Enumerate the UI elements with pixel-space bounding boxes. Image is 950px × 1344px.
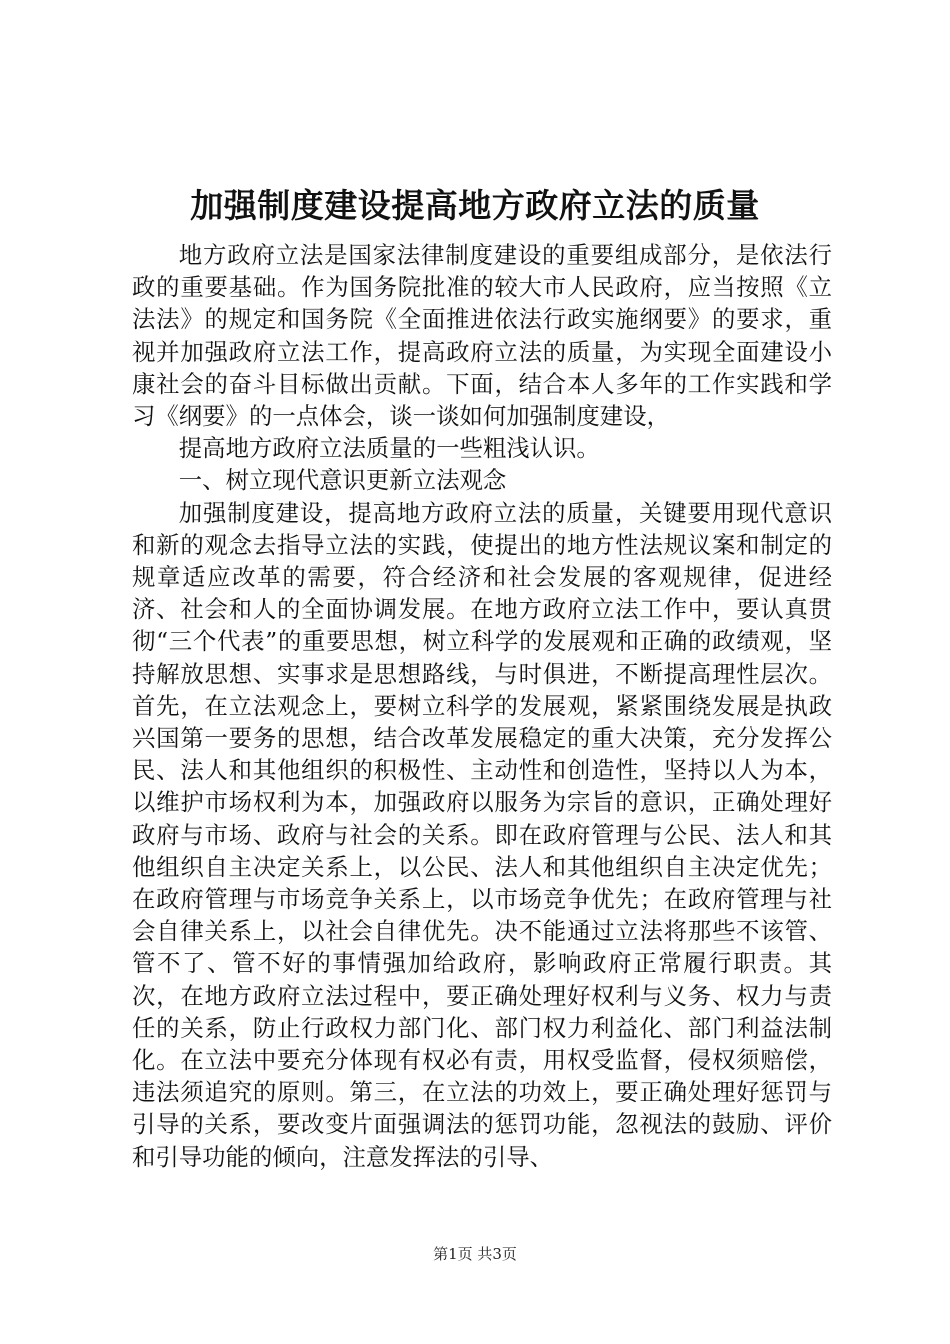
document-body bbox=[132, 239, 832, 1173]
page-footer: 第1页 共3页 bbox=[433, 1245, 517, 1263]
document-title: 加强制度建设提高地方政府立法的质量 bbox=[190, 186, 760, 225]
section-heading-1: 一、树立现代意识更新立法观念 bbox=[178, 466, 507, 495]
paragraph-intro-continued: 提高地方政府立法质量的一些粗浅认识。 bbox=[178, 434, 600, 463]
paragraph-section-1: 加强制度建设，提高地方政府立法的质量，关键要用现代意识和新的观念去指导立法的实践，使提出的地方性法规议案和制定的规章适应改革的需要，符合经济和社会发展的客观规律，促进经济、社会和人的全面协调发展。在地方政府立法工作中，要认真贯彻“三个代表”的重要思想，树立科学的发展观和正确的政绩观，坚持解放思想、实事求是思想路线，与时俱进，不断提高理性层次。首先，在立法观念上，要树立科学的发展观，紧紧围绕发展是执政兴国第一要务的思想，结合改革发展稳定的重大决策，充分发挥公民、法人和其他组织的积极性、主动性和创造性，坚持以人为本，以维护市场权利为本，加强政府以服务为宗旨的意识，正确处理好政府与市场、政府与社会的关系。即在政府管理与公民、法人和其他组织自主决定关系上，以公民、法人和其他组织自主决定优先；在政府管理与市场竞争关系上，以市场竞争优先；在政府管理与社会自律关系上，以社会自律优先。决不能通过立法将那些不该管、管不了、管不好的事情强加给政府，影响政府正常履行职责。其次，在地方政府立法过程中，要正确处理好权利与义务、权力与责任的关系，防止行政权力部门化、部门权力利益化、部门利益法制化。在立法中要充分体现有权必有责，用权受监督，侵权须赔偿，违法须追究的原则。第三，在立法的功效上，要正确处理好惩罚与引导的关系，要改变片面强调法的惩罚功能，忽视法的鼓励、评价和引导功能的倾向，注意发挥法的引导、 bbox=[132, 498, 832, 1171]
paragraph-intro: 地方政府立法是国家法律制度建设的重要组成部分，是依法行政的重要基础。作为国务院批准的较大市人民政府，应当按照《立法法》的规定和国务院《全面推进依法行政实施纲要》的要求，重视并加强政府立法工作，提高政府立法的质量，为实现全面建设小康社会的奋斗目标做出贡献。下面，结合本人多年的工作实践和学习《纲要》的一点体会，谈一谈如何加强制度建设， bbox=[132, 241, 832, 431]
